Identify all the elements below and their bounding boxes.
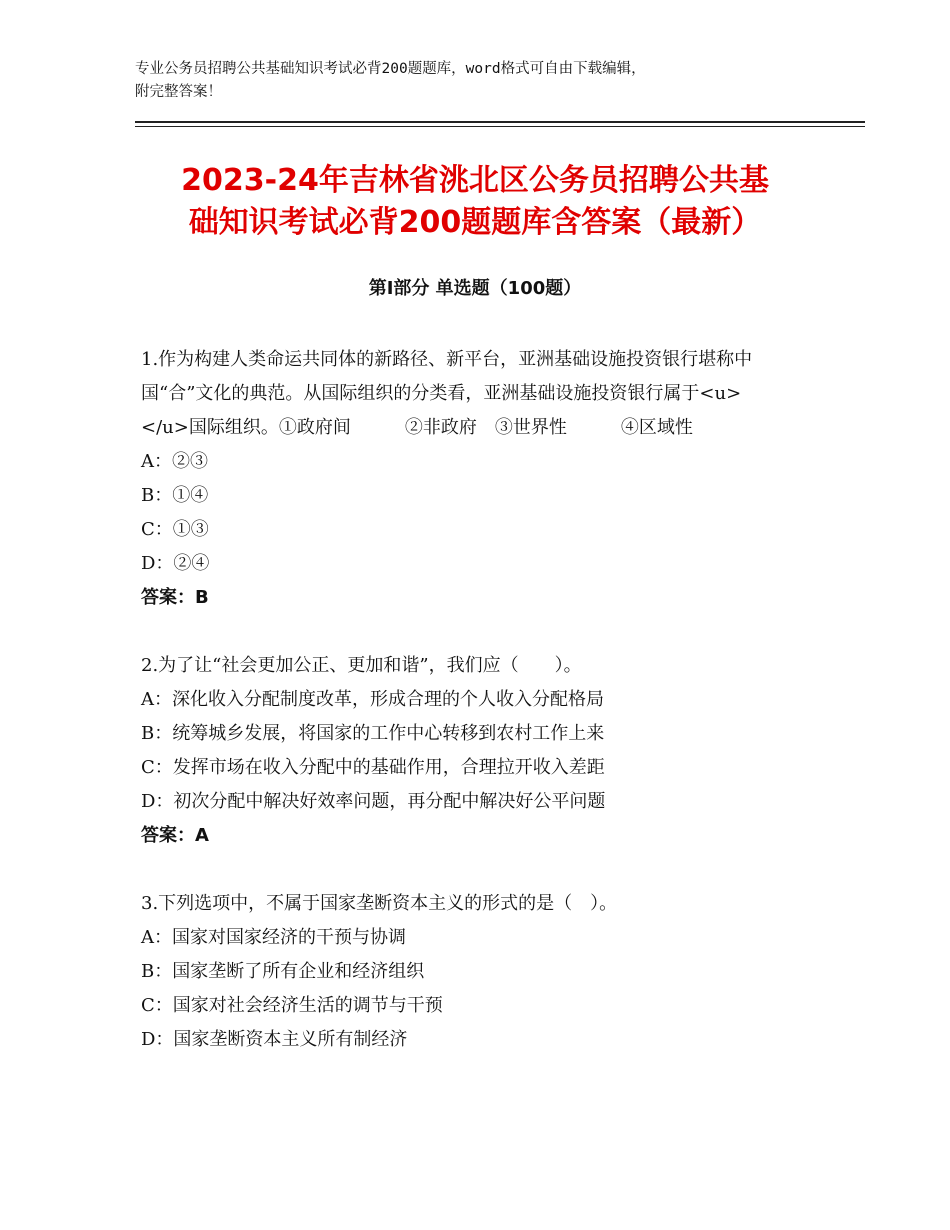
question-1 [141, 343, 814, 615]
option-b: B：国家垄断了所有企业和经济组织 [141, 961, 425, 982]
option-b: B：统筹城乡发展，将国家的工作中心转移到农村工作上来 [141, 723, 605, 744]
header-note-line-2: 附完整答案！ [135, 84, 222, 100]
document-title-line-1: 2023-24年吉林省洮北区公务员招聘公共基 [181, 163, 769, 198]
option-a: A：②③ [141, 451, 208, 472]
answer-label: 答案：B [141, 587, 209, 608]
option-c: C：发挥市场在收入分配中的基础作用，合理拉开收入差距 [141, 757, 605, 778]
option-d: D：国家垄断资本主义所有制经济 [141, 1029, 408, 1050]
header-divider-thick [135, 121, 865, 123]
option-c: C：国家对社会经济生活的调节与干预 [141, 995, 443, 1016]
header-note-line-1: 专业公务员招聘公共基础知识考试必背200题题库，word格式可自由下载编辑， [135, 61, 646, 77]
header-divider-thin [135, 126, 865, 127]
option-a: A：深化收入分配制度改革，形成合理的个人收入分配格局 [141, 689, 604, 710]
option-a: A：国家对国家经济的干预与协调 [141, 927, 406, 948]
option-b: B：①④ [141, 485, 209, 506]
document-title [0, 160, 950, 244]
option-d: D：②④ [141, 553, 210, 574]
question-2 [141, 649, 801, 853]
option-c: C：①③ [141, 519, 209, 540]
question-stem: 2.为了让“社会更加公正、更加和谐”，我们应（ ）。 [141, 655, 582, 676]
question-list [141, 343, 814, 1091]
question-stem: 3.下列选项中，不属于国家垄断资本主义的形式的是（ ）。 [141, 893, 618, 914]
option-d: D：初次分配中解决好效率问题，再分配中解决好公平问题 [141, 791, 606, 812]
header-note [135, 58, 815, 104]
section-heading: 第Ⅰ部分 单选题（100题） [368, 278, 582, 299]
question-3 [141, 887, 801, 1057]
answer-label: 答案：A [141, 825, 209, 846]
question-stem: 1.作为构建人类命运共同体的新路径、新平台，亚洲基础设施投资银行堪称中国“合”文化的典范。从国际组织的分类看，亚洲基础设施投资银行属于<u> </u>国际组织。①政府间 ②非政府 ③世界性 ④区域性 [141, 349, 814, 438]
document-title-line-2: 础知识考试必背200题题库含答案（最新） [188, 205, 762, 240]
